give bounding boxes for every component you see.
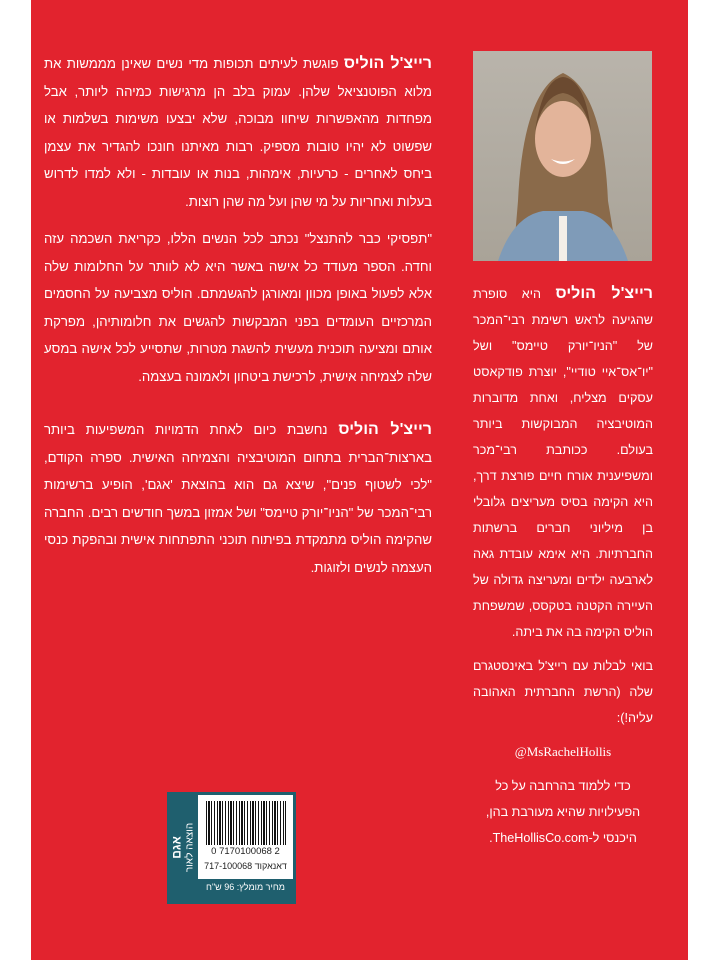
author-bio bbox=[473, 281, 653, 645]
spacer bbox=[44, 390, 432, 416]
spacer bbox=[44, 215, 432, 225]
author-influence-paragraph bbox=[44, 416, 432, 581]
spacer bbox=[473, 765, 653, 773]
author-name: רייצ'ל הוליס bbox=[555, 285, 653, 302]
left-column bbox=[44, 50, 432, 581]
bio-text: היא סופרת שהגיעה לראש רשימת רבי־המכר של "הניו־יורק טיימס" ושל "יו־אס־איי טודיי", יוצרת פודקאסט עסקים מצליח, ואחת מדוברות המוטיבציה המבוקשות ביותר בעולם. ככותבת רבי־מכר ומשפיענית אורח חיים פורצת דרך, היא הקימה בסיס מעריצים גלובלי בן מיליוני חברים ברשתות החברתיות. היא אימא עובדת גאה לארבעה ילדים ומעריצה גדולה של העיירה הקטנה בטקסס, שמשפחת הוליס הקימה בה את ביתה. bbox=[473, 287, 653, 639]
spacer bbox=[473, 731, 653, 739]
book-description: "תפסיקי כבר להתנצל" נכתב לכל הנשים הללו, כקריאת השכמה עזה וחדה. הספר מעודד כל אישה באשר היא לא לוותר על החלומות שלה אלא לפעול באופן מכוון ומאורגן להגשמתם. הוליס מצביעה על החסמים המרכזיים העומדים בפני המבקשות להגשים את חלומותיהן, מפרקת אותם ומציעה תוכנית מעשית להשגת מטרות, שתסייע לכל אישה במסע שלה לצמיחה אישית, לרכישת ביטחון ולאמונה בעצמה. bbox=[44, 231, 432, 384]
barcode-icon bbox=[206, 801, 286, 845]
barcode-panel bbox=[167, 792, 296, 904]
instagram-handle[interactable]: @MsRachelHollis bbox=[514, 744, 612, 759]
recommended-price: מחיר מומלץ: 96 ש"ח bbox=[206, 882, 285, 892]
publisher-sub: הוצאה לאור bbox=[184, 822, 196, 873]
website-text: כדי ללמוד בהרחבה על כל הפעילויות שהיא מעורבת בהן, היכנסי ל-TheHollisCo.com. bbox=[485, 779, 641, 845]
author-name: רייצ'ל הוליס bbox=[338, 421, 432, 438]
intro-paragraph bbox=[44, 50, 432, 215]
author-photo bbox=[473, 51, 652, 261]
intro-text: פוגשת לעיתים תכופות מדי נשים שאינן מממשות את מלוא הפוטנציאל שלהן. עמוק בלב הן מרגישות כמיהה ליותר, אבל מפחדות מהאפשרות שיחוו מבוכה, שלא יבצעו משימות בשלמות או שפשוט לא יהיו טובות מספיק. רבות מאיתנו חונכו להגדיר את עצמן ביחס לאחרים - כרעיות, אימהות, בנות או עובדות - ולא למדו לדרוש בעלות ואחריות על מי שהן ועל מה שהן רוצות. bbox=[44, 56, 432, 209]
right-column bbox=[473, 281, 653, 851]
barcode-area bbox=[198, 795, 293, 879]
barcode-number: 0 7170100068 2 bbox=[211, 846, 280, 857]
spacer bbox=[473, 645, 653, 653]
publisher-name: אגם bbox=[169, 836, 184, 859]
instagram-invite: בואי לבלות עם רייצ'ל באינסטגרם שלה (הרשת החברתית האהובה עליה!): bbox=[473, 659, 653, 725]
author-name: רייצ'ל הוליס bbox=[343, 55, 432, 72]
influence-text: נחשבת כיום לאחת הדמויות המשפיעות ביותר בארצות־הברית בתחום המוטיבציה והצמיחה האישית. ספרה הקודם, "לכי לשטוף פנים", שיצא גם הוא בהוצאת 'אגם', הופיע ברשימות רבי־המכר של "הניו־יורק טיימס" ושל אמזון במשך חודשים רבים. החברה שהקימה הוליס מתמקדת בפיתוח תוכני התפתחות אישית ובהפקת כנסי העצמה לנשים ולזוגות. bbox=[44, 422, 432, 575]
catalog-number: דאנאקוד 717-100068 bbox=[204, 861, 287, 871]
publisher-logo bbox=[167, 792, 198, 904]
